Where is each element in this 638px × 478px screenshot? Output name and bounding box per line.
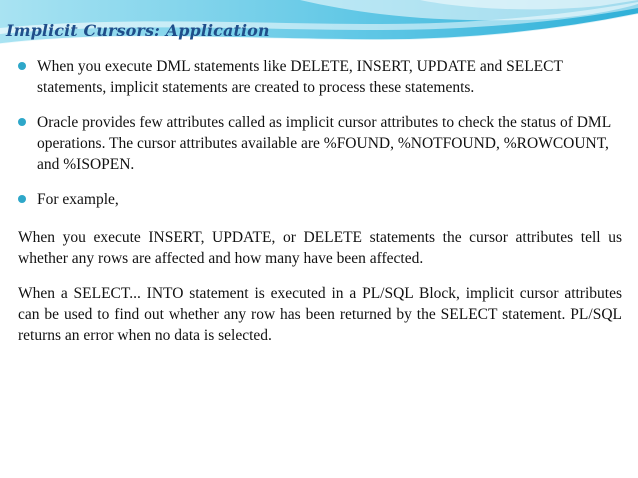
bullet-text: When you execute DML statements like DELETE, INSERT, UPDATE and SELECT statements, implicit statements are created to process these statements.: [37, 58, 563, 96]
body-paragraph: When you execute INSERT, UPDATE, or DELETE statements the cursor attributes tell us whether any rows are affected and how many have been affected.: [18, 229, 622, 267]
bullet-text: For example,: [37, 191, 119, 208]
page-title: Implicit Cursors: Application: [6, 21, 270, 40]
bullet-dot-icon: [18, 118, 26, 126]
list-item: [18, 112, 622, 175]
body-paragraph: When a SELECT... INTO statement is executed in a PL/SQL Block, implicit cursor attributes can be used to find out whether any row has been returned by the SELECT statement. PL/SQL returns an error when no data is selected.: [18, 285, 622, 344]
bullet-list: [18, 56, 622, 210]
bullet-dot-icon: [18, 62, 26, 70]
bullet-text: Oracle provides few attributes called as implicit cursor attributes to check the status of DML operations. The cursor attributes available are %FOUND, %NOTFOUND, %ROWCOUNT, and %ISOPEN.: [37, 114, 611, 173]
slide-content: [18, 56, 622, 346]
bullet-dot-icon: [18, 195, 26, 203]
list-item: [18, 189, 622, 210]
list-item: [18, 56, 622, 98]
